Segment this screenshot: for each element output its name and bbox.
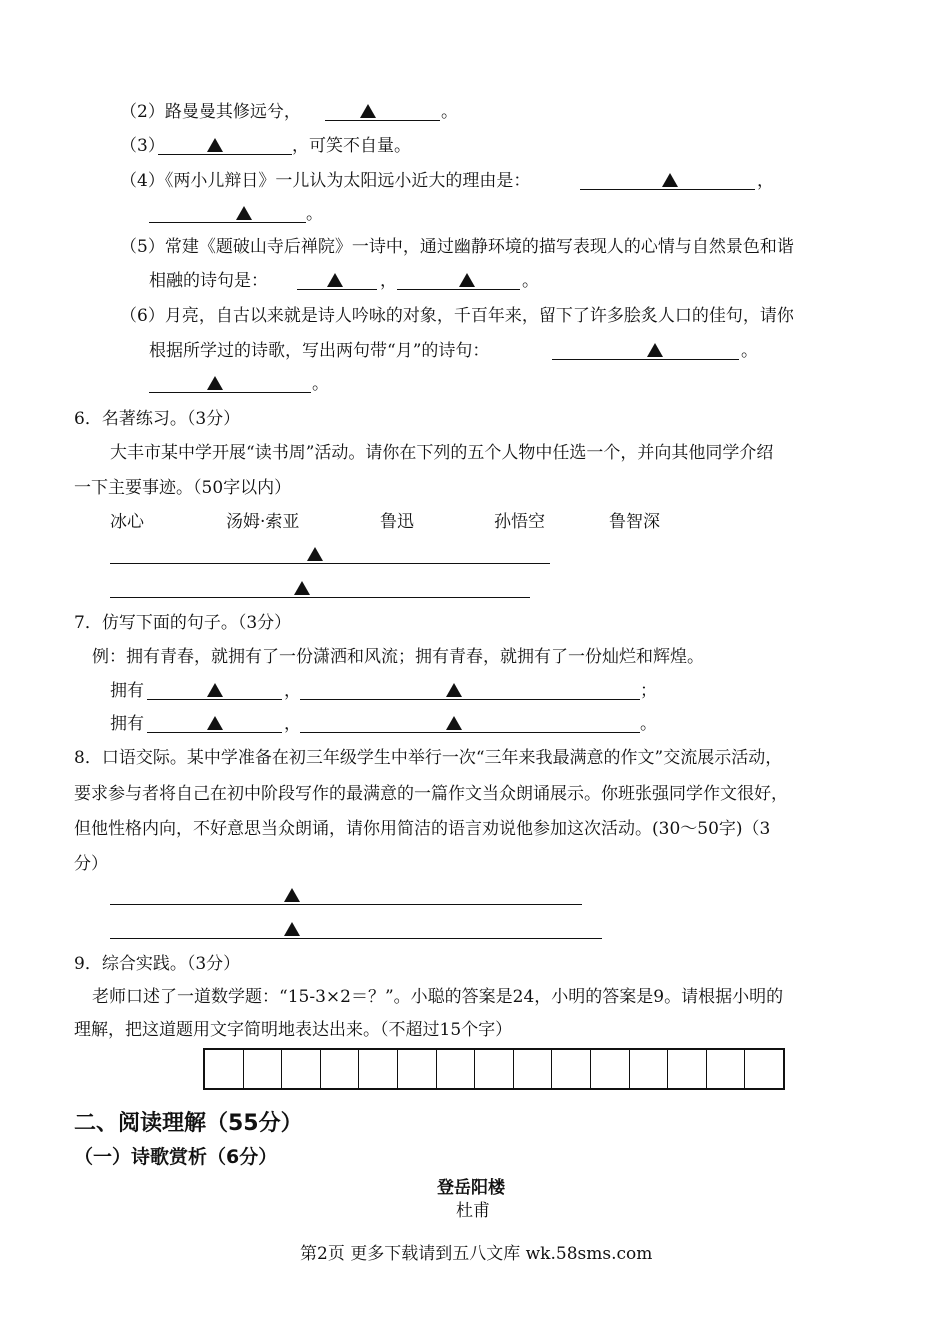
blank-marker-icon [360,104,376,118]
punct: 。 [522,271,539,291]
blank-marker-icon [284,922,300,936]
answer-cell[interactable] [398,1050,437,1088]
q6-name-option: 汤姆·索亚 [226,512,300,532]
answer-cell[interactable] [630,1050,669,1088]
q5-item4-blank-b[interactable] [149,222,306,223]
blank-marker-icon [662,173,678,187]
q8-line4: 分） [74,854,108,874]
answer-cell[interactable] [282,1050,321,1088]
q7-blank-c[interactable] [147,732,282,733]
blank-marker-icon [207,716,223,730]
q8-answer-line[interactable] [110,904,582,905]
blank-marker-icon [284,888,300,902]
answer-cell[interactable] [745,1050,783,1088]
punct: 。 [312,374,329,394]
answer-cell[interactable] [552,1050,591,1088]
blank-marker-icon [294,581,310,595]
answer-cell[interactable] [591,1050,630,1088]
q7-lead: 拥有 [110,714,144,734]
q6-title: 6．名著练习。（3分） [74,409,241,429]
section-subheading: （一）诗歌赏析（6分） [74,1146,278,1168]
blank-marker-icon [446,716,462,730]
q5-item4-blank-a[interactable] [580,189,755,190]
punct: 。 [441,102,458,122]
q5-item2-blank[interactable] [325,120,440,121]
poem-title: 登岳阳楼 [437,1178,505,1198]
q8-line3: 但他性格内向，不好意思当众朗诵，请你用简洁的语言劝说他参加这次活动。(30～50字)（3 [74,819,771,839]
q5-item3-blank[interactable] [158,154,292,155]
answer-cell[interactable] [244,1050,283,1088]
punct: ， [380,271,397,291]
q8-answer-line[interactable] [110,938,602,939]
punct: 。 [640,714,657,734]
q9-body-line2: 理解，把这道题用文字简明地表达出来。（不超过15个字） [74,1020,513,1040]
section-heading: 二、阅读理解（55分） [74,1111,303,1136]
q7-title: 7．仿写下面的句子。（3分） [74,613,292,633]
q7-blank-b[interactable] [300,699,640,700]
q5-item6-line2: 根据所学过的诗歌，写出两句带“月”的诗句： [149,341,490,361]
blank-marker-icon [207,376,223,390]
q6-answer-line[interactable] [110,563,550,564]
answer-cell[interactable] [707,1050,746,1088]
blank-marker-icon [236,206,252,220]
answer-cell[interactable] [475,1050,514,1088]
q5-item5-line1: （5）常建《题破山寺后禅院》一诗中，通过幽静环境的描写表现人的心情与自然景色和谐 [120,237,794,257]
answer-cell[interactable] [321,1050,360,1088]
punct: 。 [741,341,758,361]
blank-marker-icon [459,273,475,287]
answer-cell[interactable] [205,1050,244,1088]
blank-marker-icon [446,683,462,697]
q5-item4-text: （4）《两小儿辩日》一儿认为太阳远小近大的理由是： [120,171,531,191]
q9-answer-grid[interactable] [203,1048,785,1090]
q5-item5-blank-a[interactable] [297,289,377,290]
q5-item3-prefix: （3） [120,136,165,156]
q7-lead: 拥有 [110,681,144,701]
q6-body-line2: 一下主要事迹。（50字以内） [74,478,292,498]
q7-blank-a[interactable] [147,699,282,700]
q8-line1: 8．口语交际。某中学准备在初三年级学生中举行一次“三年来我最满意的作文”交流展示活动， [74,748,783,768]
poem-author: 杜甫 [456,1201,490,1221]
q6-answer-line[interactable] [110,597,530,598]
q5-item5-blank-b[interactable] [397,289,520,290]
q6-name-option: 鲁迅 [380,512,414,532]
q5-item6-blank-b[interactable] [149,392,311,393]
answer-cell[interactable] [437,1050,476,1088]
blank-marker-icon [307,547,323,561]
punct: ， [284,681,301,701]
q7-blank-d[interactable] [300,732,640,733]
answer-cell[interactable] [514,1050,553,1088]
answer-cell[interactable] [359,1050,398,1088]
q5-item5-line2: 相融的诗句是： [149,271,268,291]
q7-example: 例：拥有青春，就拥有了一份潇洒和风流；拥有青春，就拥有了一份灿烂和辉煌。 [92,647,704,667]
q8-line2: 要求参与者将自己在初中阶段写作的最满意的一篇作文当众朗诵展示。你班张强同学作文很好， [74,784,788,804]
punct: ； [640,681,657,701]
punct: ， [284,714,301,734]
punct: 。 [306,204,323,224]
q6-name-option: 孙悟空 [494,512,545,532]
blank-marker-icon [207,683,223,697]
page-footer: 第2页 更多下载请到五八文库 wk.58sms.com [300,1244,653,1264]
q6-name-option: 冰心 [110,512,144,532]
blank-marker-icon [327,273,343,287]
blank-marker-icon [207,138,223,152]
answer-cell[interactable] [668,1050,707,1088]
q6-body-line1: 大丰市某中学开展“读书周”活动。请你在下列的五个人物中任选一个，并向其他同学介绍 [110,443,774,463]
punct: ， [757,171,774,191]
q5-item3-suffix: ，可笑不自量。 [292,136,411,156]
q5-item2-text: （2）路曼曼其修远兮， [120,102,301,122]
q9-title: 9．综合实践。（3分） [74,954,241,974]
q5-item6-line1: （6）月亮，自古以来就是诗人吟咏的对象，千百年来，留下了许多脍炙人口的佳句，请你 [120,306,794,326]
q5-item6-blank-a[interactable] [552,359,739,360]
blank-marker-icon [647,343,663,357]
q6-name-option: 鲁智深 [609,512,660,532]
q9-body-line1: 老师口述了一道数学题：“15-3×2＝？”。小聪的答案是24，小明的答案是9。请根据小明的 [92,987,784,1007]
